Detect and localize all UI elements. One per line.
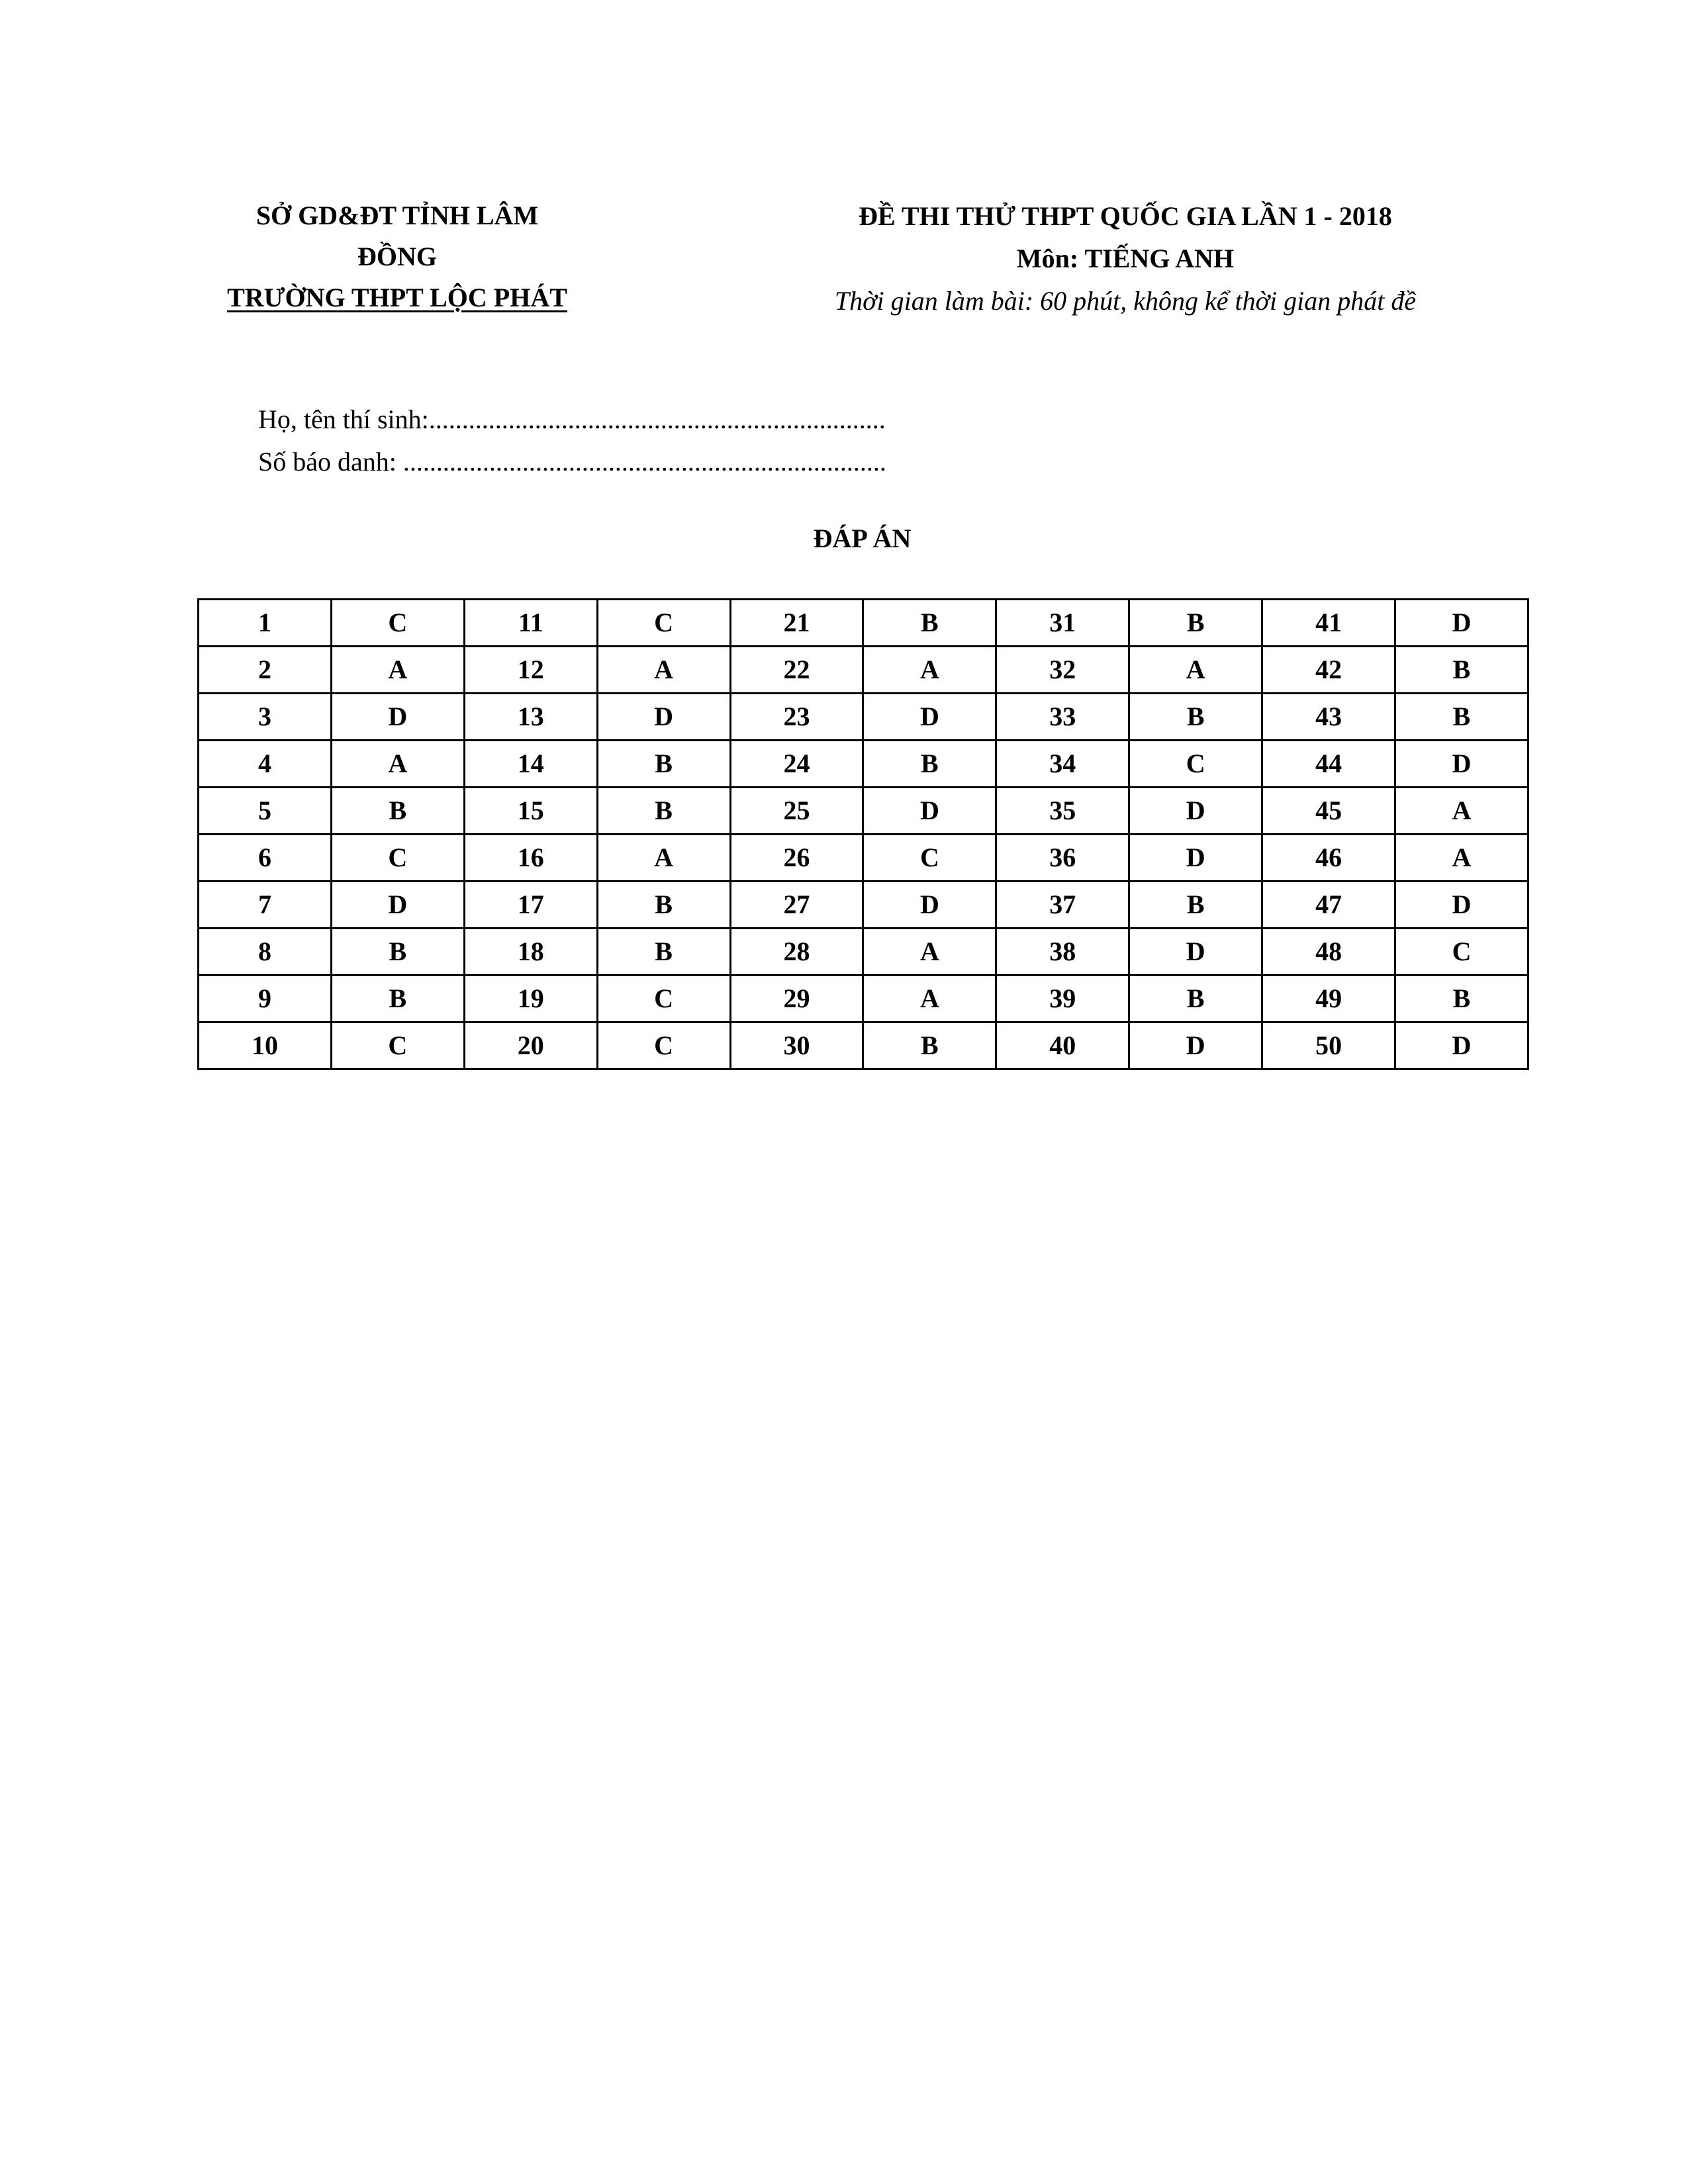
answer-row bbox=[199, 694, 1528, 741]
answer-letter-cell: B bbox=[863, 741, 996, 788]
answer-letter-cell: A bbox=[331, 741, 464, 788]
question-number-cell: 11 bbox=[464, 600, 597, 647]
question-number-cell: 38 bbox=[996, 929, 1129, 976]
answer-letter-cell: D bbox=[863, 694, 996, 741]
question-number-cell: 9 bbox=[199, 976, 332, 1023]
question-number-cell: 14 bbox=[464, 741, 597, 788]
question-number-cell: 2 bbox=[199, 647, 332, 694]
question-number-cell: 4 bbox=[199, 741, 332, 788]
question-number-cell: 48 bbox=[1262, 929, 1395, 976]
question-number-cell: 44 bbox=[1262, 741, 1395, 788]
answer-letter-cell: D bbox=[1395, 741, 1528, 788]
candidate-id-line: Số báo danh: ......................................................................... bbox=[258, 447, 886, 477]
question-number-cell: 17 bbox=[464, 882, 597, 929]
question-number-cell: 36 bbox=[996, 835, 1129, 882]
answer-letter-cell: C bbox=[597, 600, 730, 647]
answer-letter-cell: A bbox=[1395, 788, 1528, 835]
question-number-cell: 13 bbox=[464, 694, 597, 741]
question-number-cell: 50 bbox=[1262, 1023, 1395, 1069]
question-number-cell: 10 bbox=[199, 1023, 332, 1069]
answer-letter-cell: A bbox=[863, 647, 996, 694]
question-number-cell: 30 bbox=[730, 1023, 863, 1069]
answer-letter-cell: A bbox=[331, 647, 464, 694]
question-number-cell: 34 bbox=[996, 741, 1129, 788]
answer-letter-cell: B bbox=[331, 976, 464, 1023]
department-name-line1: SỞ GD&ĐT TỈNH LÂM bbox=[256, 201, 539, 230]
answer-row bbox=[199, 929, 1528, 976]
answer-letter-cell: B bbox=[1129, 882, 1262, 929]
question-number-cell: 45 bbox=[1262, 788, 1395, 835]
answer-letter-cell: B bbox=[1395, 976, 1528, 1023]
question-number-cell: 41 bbox=[1262, 600, 1395, 647]
answer-letter-cell: C bbox=[597, 1023, 730, 1069]
answer-letter-cell: D bbox=[1129, 788, 1262, 835]
answer-row bbox=[199, 647, 1528, 694]
issuing-authority-block bbox=[179, 195, 616, 318]
answer-letter-cell: D bbox=[331, 882, 464, 929]
answer-letter-cell: C bbox=[1395, 929, 1528, 976]
question-number-cell: 32 bbox=[996, 647, 1129, 694]
question-number-cell: 18 bbox=[464, 929, 597, 976]
question-number-cell: 33 bbox=[996, 694, 1129, 741]
answer-letter-cell: D bbox=[1129, 835, 1262, 882]
question-number-cell: 42 bbox=[1262, 647, 1395, 694]
question-number-cell: 40 bbox=[996, 1023, 1129, 1069]
question-number-cell: 19 bbox=[464, 976, 597, 1023]
question-number-cell: 7 bbox=[199, 882, 332, 929]
question-number-cell: 35 bbox=[996, 788, 1129, 835]
question-number-cell: 16 bbox=[464, 835, 597, 882]
answer-letter-cell: B bbox=[863, 1023, 996, 1069]
answer-row bbox=[199, 882, 1528, 929]
answer-key-table bbox=[197, 598, 1529, 1070]
answer-letter-cell: C bbox=[331, 600, 464, 647]
answer-letter-cell: B bbox=[1129, 694, 1262, 741]
department-name-line2: ĐỒNG bbox=[357, 242, 437, 271]
answer-letter-cell: C bbox=[597, 976, 730, 1023]
question-number-cell: 27 bbox=[730, 882, 863, 929]
question-number-cell: 1 bbox=[199, 600, 332, 647]
question-number-cell: 3 bbox=[199, 694, 332, 741]
question-number-cell: 49 bbox=[1262, 976, 1395, 1023]
answer-letter-cell: C bbox=[1129, 741, 1262, 788]
answer-letter-cell: B bbox=[1129, 600, 1262, 647]
answer-letter-cell: A bbox=[863, 929, 996, 976]
candidate-info bbox=[258, 398, 886, 483]
question-number-cell: 28 bbox=[730, 929, 863, 976]
answer-letter-cell: D bbox=[1395, 1023, 1528, 1069]
answer-letter-cell: D bbox=[1129, 1023, 1262, 1069]
question-number-cell: 22 bbox=[730, 647, 863, 694]
exam-title: ĐỀ THI THỬ THPT QUỐC GIA LẦN 1 - 2018 bbox=[859, 201, 1392, 231]
answer-row bbox=[199, 600, 1528, 647]
answer-letter-cell: B bbox=[1395, 647, 1528, 694]
answer-row bbox=[199, 1023, 1528, 1069]
question-number-cell: 23 bbox=[730, 694, 863, 741]
question-number-cell: 26 bbox=[730, 835, 863, 882]
exam-subject: Môn: TIẾNG ANH bbox=[1016, 244, 1235, 273]
question-number-cell: 15 bbox=[464, 788, 597, 835]
answer-letter-cell: D bbox=[863, 788, 996, 835]
answer-letter-cell: B bbox=[597, 788, 730, 835]
answer-letter-cell: A bbox=[597, 835, 730, 882]
question-number-cell: 39 bbox=[996, 976, 1129, 1023]
answer-letter-cell: A bbox=[863, 976, 996, 1023]
answer-letter-cell: A bbox=[1129, 647, 1262, 694]
answer-row bbox=[199, 835, 1528, 882]
exam-duration: Thời gian làm bài: 60 phút, không kể thời gian phát đề bbox=[834, 286, 1417, 316]
answer-letter-cell: A bbox=[597, 647, 730, 694]
answer-letter-cell: C bbox=[331, 835, 464, 882]
candidate-name-line: Họ, tên thí sinh:..................................................................... bbox=[258, 404, 886, 434]
answer-letter-cell: B bbox=[1129, 976, 1262, 1023]
answer-letter-cell: D bbox=[1395, 882, 1528, 929]
answer-letter-cell: D bbox=[1395, 600, 1528, 647]
question-number-cell: 37 bbox=[996, 882, 1129, 929]
answer-key-title: ĐÁP ÁN bbox=[813, 523, 912, 553]
question-number-cell: 25 bbox=[730, 788, 863, 835]
school-name: TRƯỜNG THPT LỘC PHÁT bbox=[227, 283, 567, 312]
answer-letter-cell: C bbox=[863, 835, 996, 882]
answer-letter-cell: B bbox=[1395, 694, 1528, 741]
question-number-cell: 24 bbox=[730, 741, 863, 788]
question-number-cell: 47 bbox=[1262, 882, 1395, 929]
question-number-cell: 8 bbox=[199, 929, 332, 976]
answer-letter-cell: C bbox=[331, 1023, 464, 1069]
question-number-cell: 6 bbox=[199, 835, 332, 882]
answer-letter-cell: B bbox=[331, 788, 464, 835]
answer-letter-cell: D bbox=[597, 694, 730, 741]
answer-letter-cell: D bbox=[331, 694, 464, 741]
answer-letter-cell: B bbox=[597, 741, 730, 788]
question-number-cell: 29 bbox=[730, 976, 863, 1023]
answer-row bbox=[199, 976, 1528, 1023]
question-number-cell: 21 bbox=[730, 600, 863, 647]
answer-letter-cell: B bbox=[331, 929, 464, 976]
answer-letter-cell: A bbox=[1395, 835, 1528, 882]
question-number-cell: 46 bbox=[1262, 835, 1395, 882]
question-number-cell: 31 bbox=[996, 600, 1129, 647]
answer-key-body bbox=[199, 600, 1528, 1069]
answer-letter-cell: D bbox=[1129, 929, 1262, 976]
answer-letter-cell: B bbox=[597, 882, 730, 929]
answer-row bbox=[199, 788, 1528, 835]
answer-letter-cell: D bbox=[863, 882, 996, 929]
question-number-cell: 12 bbox=[464, 647, 597, 694]
answer-letter-cell: B bbox=[863, 600, 996, 647]
question-number-cell: 20 bbox=[464, 1023, 597, 1069]
question-number-cell: 5 bbox=[199, 788, 332, 835]
answer-letter-cell: B bbox=[597, 929, 730, 976]
answer-row bbox=[199, 741, 1528, 788]
question-number-cell: 43 bbox=[1262, 694, 1395, 741]
exam-info-block bbox=[728, 195, 1523, 322]
